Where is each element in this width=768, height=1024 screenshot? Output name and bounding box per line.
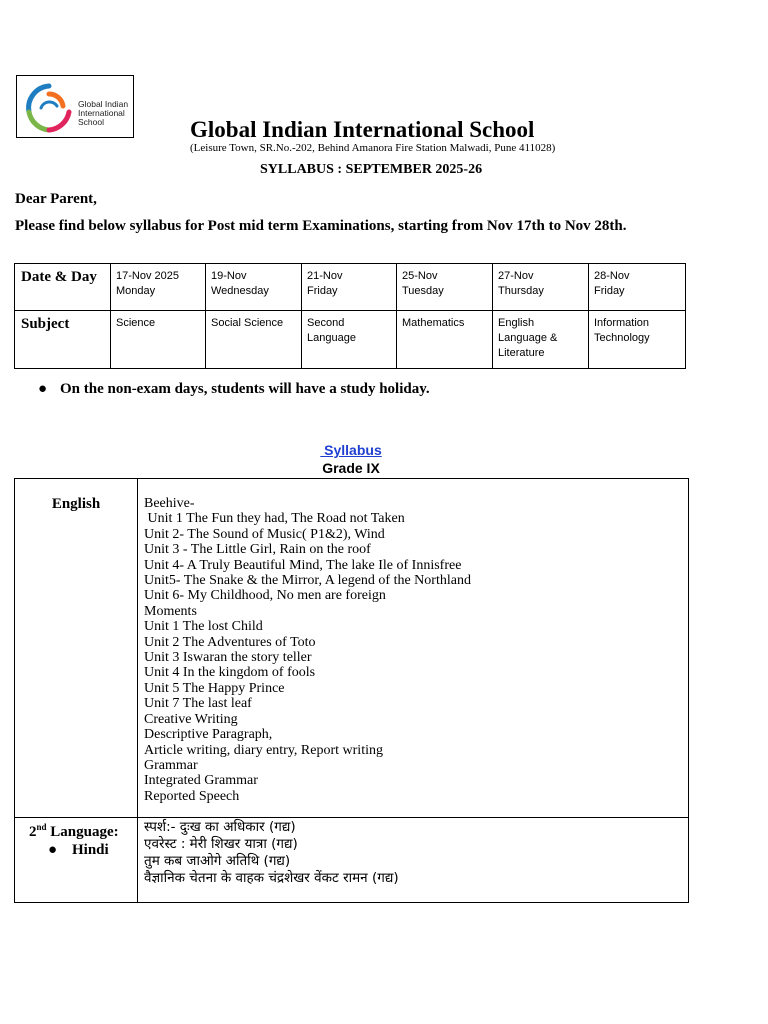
syllabus-link[interactable]: Syllabus xyxy=(320,442,382,458)
exam-subject-line: Language & xyxy=(498,332,558,344)
syllabus-line: Unit 1 The Fun they had, The Road not Taken xyxy=(144,511,405,527)
exam-subject-line: Second xyxy=(307,317,345,329)
lang-ordinal-suffix: nd xyxy=(36,822,47,833)
date-day-header: Date & Day xyxy=(15,264,111,311)
exam-subject-cell xyxy=(111,311,206,369)
school-address: (Leisure Town, SR.No.-202, Behind Amanora Fire Station Malwadi, Pune 411028) xyxy=(190,142,556,154)
intro-text: Please find below syllabus for Post mid term Examinations, starting from Nov 17th to Nov 28th. xyxy=(15,218,627,234)
bullet-icon: ● xyxy=(38,381,48,397)
syllabus-title: SYLLABUS : SEPTEMBER 2025-26 xyxy=(260,162,483,177)
exam-date: 21-Nov xyxy=(307,270,343,282)
english-subject-cell: English xyxy=(15,479,138,818)
exam-subject-line: Literature xyxy=(498,347,545,359)
subject-header: Subject xyxy=(15,311,111,369)
exam-day: Friday xyxy=(307,285,338,297)
exam-subject-line: Social Science xyxy=(211,317,284,329)
syllabus-line: Unit 4- A Truly Beautiful Mind, The lake Ile of Innisfree xyxy=(144,557,462,573)
exam-day: Thursday xyxy=(498,285,544,297)
syllabus-line: स्पर्श:- दुःख का अधिकार (गद्य) xyxy=(144,819,296,836)
lang-ordinal: 2 xyxy=(29,824,37,841)
exam-date-cell xyxy=(206,264,302,311)
exam-subject-cell xyxy=(206,311,302,369)
exam-subject-line: Mathematics xyxy=(402,317,465,329)
exam-day: Friday xyxy=(594,285,625,297)
syllabus-line: Grammar xyxy=(144,757,198,773)
exam-date-cell xyxy=(493,264,589,311)
syllabus-line: Article writing, diary entry, Report writing xyxy=(144,742,383,758)
syllabus-line: Unit5- The Snake & the Mirror, A legend of the Northland xyxy=(144,573,471,589)
syllabus-line: Integrated Grammar xyxy=(144,773,258,789)
syllabus-line: तुम कब जाओगे अतिथि (गद्य) xyxy=(144,853,291,870)
second-language-subject-cell xyxy=(15,818,138,903)
greeting: Dear Parent, xyxy=(15,191,97,207)
syllabus-table xyxy=(14,478,689,903)
exam-date: 17-Nov 2025 xyxy=(116,270,179,282)
syllabus-line: Unit 7 The last leaf xyxy=(144,696,252,712)
exam-date: 25-Nov xyxy=(402,270,438,282)
exam-date-cell xyxy=(589,264,686,311)
syllabus-line: Beehive- xyxy=(144,496,195,511)
exam-subject-line: Information xyxy=(594,317,650,329)
syllabus-line: Unit 2- The Sound of Music( P1&2), Wind xyxy=(144,526,385,542)
exam-date: 19-Nov xyxy=(211,270,247,282)
exam-date-cell xyxy=(302,264,397,311)
school-logo xyxy=(16,75,134,138)
logo-line: International xyxy=(78,108,125,118)
exam-subject-line: Language xyxy=(307,332,356,344)
grade-heading: Grade IX xyxy=(322,460,380,476)
exam-day: Wednesday xyxy=(211,285,269,297)
logo-line: Global Indian xyxy=(78,99,129,109)
syllabus-line: Unit 2 The Adventures of Toto xyxy=(144,634,316,650)
exam-date-cell xyxy=(397,264,493,311)
hindi-label: Hindi xyxy=(72,841,109,858)
exam-subject-line: Technology xyxy=(594,332,650,344)
school-name: Global Indian International School xyxy=(190,117,535,142)
syllabus-line: Unit 3 Iswaran the story teller xyxy=(144,650,312,666)
syllabus-line: एवरेस्ट : मेरी शिखर यात्रा (गद्य) xyxy=(144,836,298,853)
english-content xyxy=(138,479,689,818)
syllabus-line: Descriptive Paragraph, xyxy=(144,727,273,743)
exam-subject-cell xyxy=(397,311,493,369)
exam-date: 27-Nov xyxy=(498,270,534,282)
second-language-heading xyxy=(16,820,136,840)
exam-subject-line: English xyxy=(498,317,535,329)
lang-label: Language: xyxy=(46,824,119,841)
exam-schedule-table xyxy=(14,263,686,369)
syllabus-line: Unit 4 In the kingdom of fools xyxy=(144,665,316,681)
exam-date: 28-Nov xyxy=(594,270,630,282)
schedule-date-row xyxy=(15,264,686,311)
syllabus-line: Reported Speech xyxy=(144,788,240,804)
syllabus-line: Unit 1 The lost Child xyxy=(144,619,263,635)
exam-subject-line: Science xyxy=(116,317,156,329)
schedule-subject-row xyxy=(15,311,686,369)
exam-day: Monday xyxy=(116,285,156,297)
logo-line: School xyxy=(78,117,104,127)
syllabus-line: वैज्ञानिक चेतना के वाहक चंद्रशेखर वेंकट रामन (गद्य) xyxy=(144,870,399,887)
english-row xyxy=(15,479,689,818)
exam-subject-cell xyxy=(589,311,686,369)
syllabus-line: Creative Writing xyxy=(144,711,238,727)
hindi-item xyxy=(16,843,136,858)
syllabus-line: Unit 6- My Childhood, No men are foreign xyxy=(144,588,386,604)
hindi-content xyxy=(138,818,689,903)
bullet-icon: ● xyxy=(48,841,58,858)
syllabus-line: Unit 3 - The Little Girl, Rain on the roof xyxy=(144,542,371,558)
exam-subject-cell xyxy=(493,311,589,369)
syllabus-line: Unit 5 The Happy Prince xyxy=(144,680,285,696)
syllabus-line: Moments xyxy=(144,603,197,619)
second-language-row xyxy=(15,818,689,903)
school-logo-icon xyxy=(23,82,75,134)
exam-date-cell xyxy=(111,264,206,311)
note-text: On the non-exam days, students will have a study holiday. xyxy=(60,381,430,397)
exam-subject-cell xyxy=(302,311,397,369)
study-holiday-note xyxy=(38,381,430,398)
exam-day: Tuesday xyxy=(402,285,444,297)
logo-text xyxy=(78,100,128,127)
